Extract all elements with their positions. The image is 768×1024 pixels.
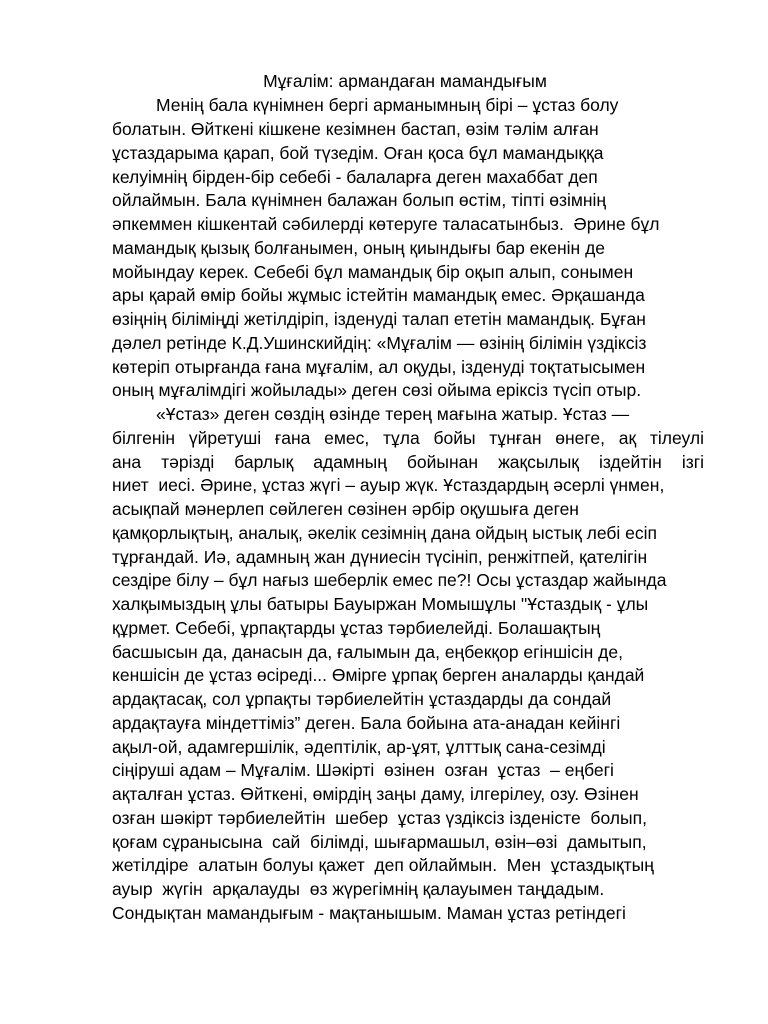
text-line: ардақтасақ, сол ұрпақты тәрбиелейтін ұстаздарды да сондай bbox=[112, 689, 612, 709]
text-line: мамандық қызық болғанымен, оның қиындығы бар екенін де bbox=[112, 238, 606, 258]
text-line: асықпай мәнерлеп сөйлеген сөзінен әрбір оқушыға деген bbox=[112, 499, 579, 519]
text-line: оның мұғалімдігі жойылады» деген сөзі ойыма еріксіз түсіп отыр. bbox=[112, 380, 642, 400]
text-line: ұстаздарыма қарап, бой түзедім. Оған қоса бұл мамандыққа bbox=[112, 143, 604, 163]
text-line: тұрғандай. Иә, адамның жан дүниесін түсініп, ренжітпей, қателігін bbox=[112, 547, 648, 567]
text-line: озған шәкірт тәрбиелейтін шебер ұстаз үздіксіз ізденісте болып, bbox=[112, 808, 647, 828]
text-line: болатын. Өйткені кішкене кезімнен бастап, өзім тәлім алған bbox=[112, 119, 599, 139]
text-line: мойындау керек. Себебі бұл мамандық бір оқып алып, сонымен bbox=[112, 262, 634, 282]
text-line: білгенін үйретуші ғана емес, тұла бойы тұнған өнеге, ақ тілеулі bbox=[112, 428, 704, 448]
text-line: ана тәрізді барлық адамның бойынан жақсылық іздейтін ізгі bbox=[112, 452, 704, 472]
text-line: сіңіруші адам – Мұғалім. Шәкірті өзінен озған ұстаз – еңбегі bbox=[112, 760, 614, 780]
text-line: әпкеммен кішкентай сәбилерді көтеруге таласатынбыз. Әрине бұл bbox=[112, 214, 660, 234]
text-line: көтеріп отырғанда ғана мұғалім, ал оқуды, ізденуді тоқтатысымен bbox=[112, 357, 646, 377]
text-line: халқымыздың ұлы батыры Бауыржан Момышұлы "Ұстаздық - ұлы bbox=[112, 594, 649, 614]
text-line: келуімнің бірден-бір себебі - балаларға деген махаббат деп bbox=[112, 167, 598, 187]
text-line: дәлел ретінде К.Д.Ушинскийдің: «Мұғалім — өзінің білімін үздіксіз bbox=[112, 333, 647, 353]
text-line: қоғам сұранысына сай білімді, шығармашыл, өзін–өзі дамытып, bbox=[112, 832, 647, 852]
text-line: кеншісін де ұстаз өсіреді... Өмірге ұрпақ берген аналарды қандай bbox=[112, 665, 645, 685]
text-line: сездіре білу – бұл нағыз шеберлік емес пе?! Осы ұстаздар жайында bbox=[112, 570, 667, 590]
text-line: басшысын да, данасын да, ғалымын да, еңбекқор егіншісін де, bbox=[112, 642, 623, 662]
text-line: Менің бала күнімнен бергі арманымның бірі – ұстаз болу bbox=[156, 95, 619, 115]
text-line: ауыр жүгін арқалауды өз жүрегімнің қалауымен таңдадым. bbox=[112, 879, 605, 899]
text-line: ары қарай өмір бойы жұмыс істейтін мамандық емес. Әрқашанда bbox=[112, 285, 645, 305]
text-line: жетілдіре алатын болуы қажет деп ойлаймын. Мен ұстаздықтың bbox=[112, 855, 654, 875]
text-line: ойлаймын. Бала күнімнен балажан болып өстім, тіпті өзімнің bbox=[112, 190, 607, 210]
text-line: өзіңнің біліміңді жетілдіріп, ізденуді талап ететін мамандық. Бұған bbox=[112, 309, 646, 329]
text-line: қамқорлықтың, аналық, әкелік сезімнің дана ойдың ыстық лебі есіп bbox=[112, 523, 657, 543]
document-title: Мұғалім: армандаған мамандығым bbox=[263, 71, 547, 91]
text-line: Сондықтан мамандығым - мақтанышым. Маман ұстаз ретіндегі bbox=[112, 903, 626, 923]
text-line: ақталған ұстаз. Өйткені, өмірдің заңы даму, ілгерілеу, озу. Өзінен bbox=[112, 784, 639, 804]
text-line: ақыл-ой, адамгершілік, әдептілік, ар-ұят, ұлттық сана-сезімді bbox=[112, 737, 606, 757]
text-line: ниет иесі. Әрине, ұстаз жүгі – ауыр жүк. Ұстаздардың әсерлі үнмен, bbox=[112, 475, 665, 495]
text-line: «Ұстаз» деген сөздің өзінде терең мағына жатыр. Ұстаз — bbox=[156, 404, 630, 424]
text-line: құрмет. Себебі, ұрпақтарды ұстаз тәрбиелейді. Болашақтың bbox=[112, 618, 601, 638]
text-line: ардақтауға міндеттіміз” деген. Бала бойына ата-анадан кейінгі bbox=[112, 713, 621, 733]
